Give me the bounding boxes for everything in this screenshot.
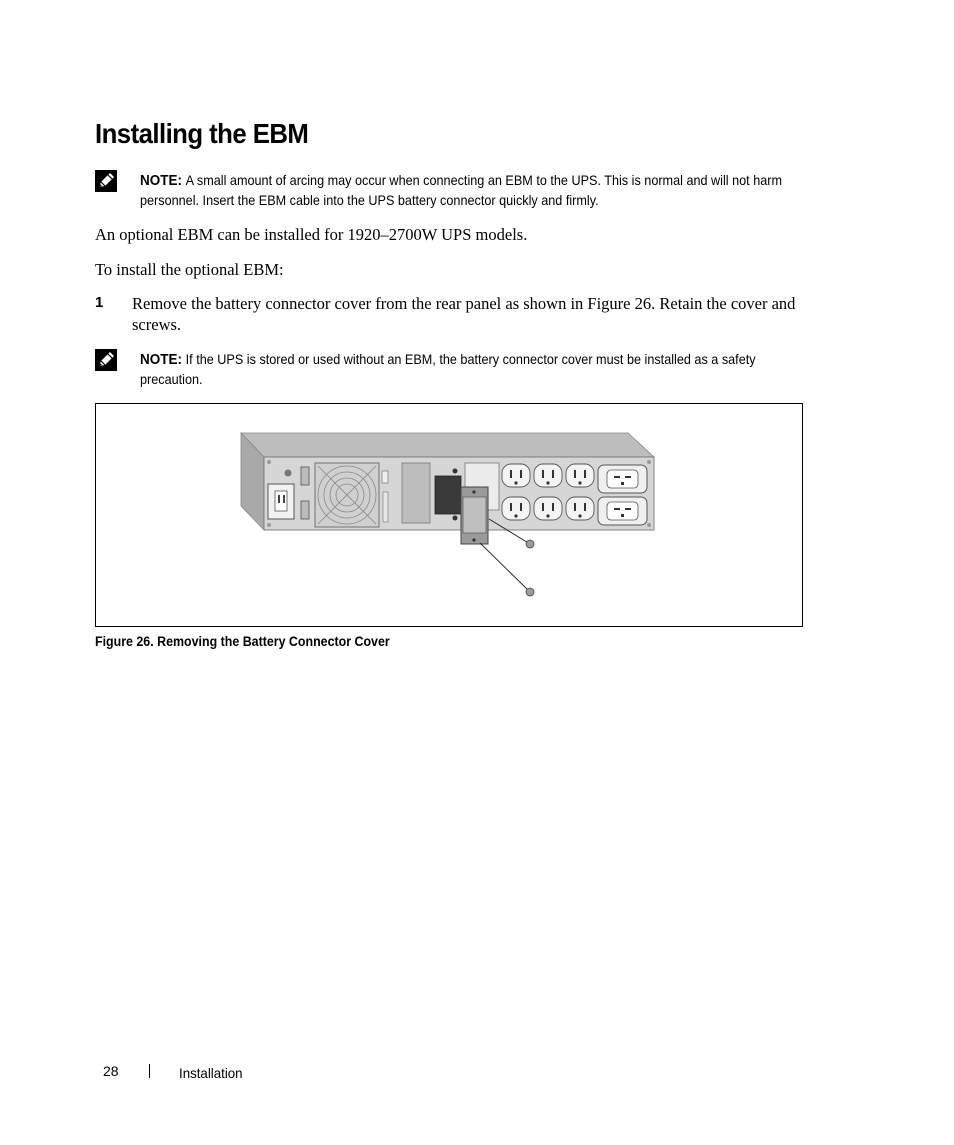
figure-caption: Figure 26. Removing the Battery Connector Cover [95, 634, 390, 649]
page-title: Installing the EBM [95, 118, 309, 149]
paragraph-install-intro: To install the optional EBM: [95, 260, 284, 279]
note-pencil-icon [95, 170, 117, 192]
footer-section-name: Installation [179, 1065, 243, 1081]
note-pencil-icon [95, 349, 117, 371]
page-number: 28 [103, 1063, 119, 1079]
note-label: NOTE: [140, 173, 182, 189]
paragraph-optional-ebm: An optional EBM can be installed for 1920–2700W UPS models. [95, 225, 528, 244]
note-1 [140, 171, 810, 210]
note-label: NOTE: [140, 352, 182, 368]
footer-divider [149, 1064, 150, 1078]
note-2 [140, 350, 810, 389]
figure-frame [95, 403, 803, 627]
step-text: Remove the battery connector cover from the rear panel as shown in Figure 26. Retain the cover and screws. [132, 294, 796, 334]
note-text: If the UPS is stored or used without an EBM, the battery connector cover must be installed as a safety precaution. [140, 352, 756, 387]
note-text: A small amount of arcing may occur when connecting an EBM to the UPS. This is normal and will not harm personnel. Insert the EBM cable into the UPS battery connector quickly and firmly. [140, 173, 783, 208]
step-number: 1 [95, 294, 104, 311]
ups-rear-panel-illustration [96, 404, 802, 626]
